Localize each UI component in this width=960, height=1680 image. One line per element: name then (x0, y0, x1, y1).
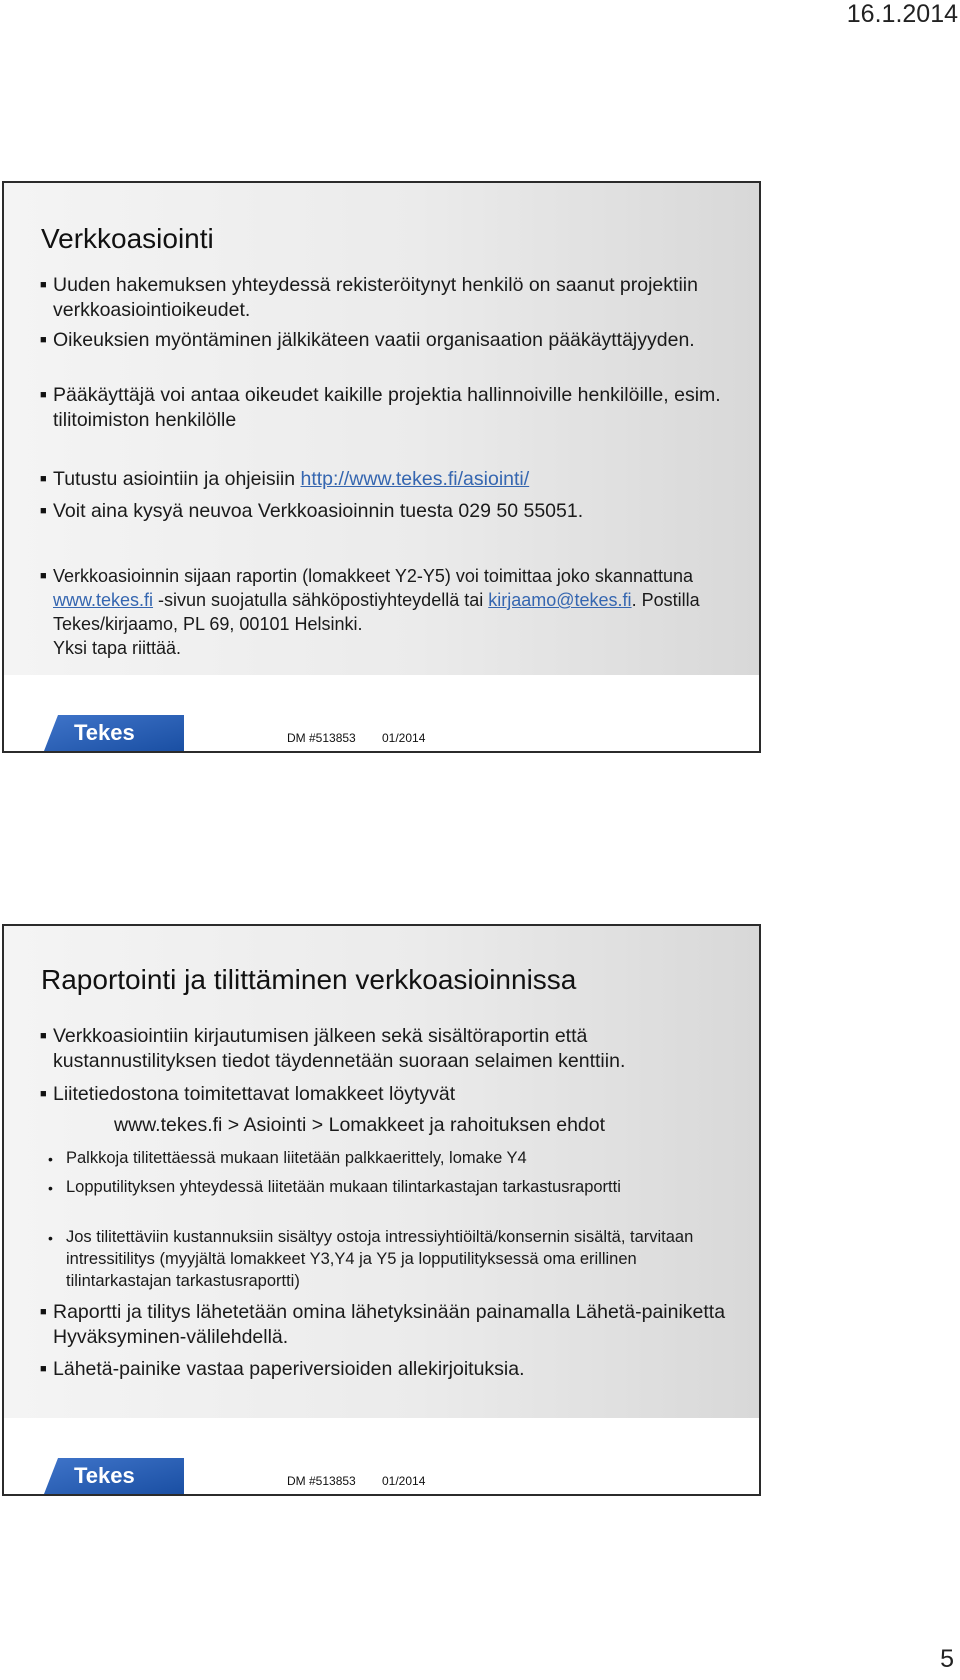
svg-text:Tekes: Tekes (74, 1463, 135, 1488)
bullet-text: Pääkäyttäjä voi antaa oikeudet kaikille projektia hallinnoiville henkilöille, esim. tilitoimiston henkilölle (53, 384, 721, 431)
bullet-text: Lähetä-painike vastaa paperiversioiden allekirjoituksia. (53, 1358, 525, 1380)
bullet-text: Oikeuksien myöntäminen jälkikäteen vaatii organisaation pääkäyttäjyyden. (53, 329, 695, 351)
bullet-text: Jos tilitettäviin kustannuksiin sisältyy ostoja intressiyhtiöiltä/konsernin sisältä, tarvitaan intressitilitys (myyjältä lomakkeet Y3,Y4 ja Y5 ja lopputilityksessä oma erillinen tilintarkastajan tarkastusraportti) (66, 1228, 694, 1290)
page-number: 5 (940, 1645, 954, 1673)
bullet-text: Liitetiedostona toimitettavat lomakkeet löytyvät (53, 1083, 456, 1105)
bullet-text: Lopputilityksen yhteydessä liitetään mukaan tilintarkastajan tarkastusraportti (66, 1178, 621, 1196)
document-code: DM #513853 (287, 731, 356, 745)
square-bullet-icon: ■ (40, 473, 47, 485)
square-bullet-icon: ■ (40, 389, 47, 401)
tekes-logo (44, 715, 184, 751)
list-item (40, 1300, 739, 1350)
dot-bullet-icon: • (48, 1230, 53, 1246)
slide-footer (4, 1418, 759, 1494)
tekes-logo (44, 1458, 184, 1494)
slide-title: Verkkoasiointi (41, 223, 214, 254)
list-item (48, 1176, 739, 1201)
square-bullet-icon: ■ (40, 570, 47, 582)
list-item (40, 1357, 739, 1382)
asiointi-link[interactable]: http://www.tekes.fi/asiointi/ (300, 468, 530, 490)
list-item (40, 383, 739, 433)
square-bullet-icon: ■ (40, 1306, 47, 1318)
list-item (40, 467, 739, 492)
list-item (40, 499, 739, 524)
document-date: 01/2014 (382, 1474, 426, 1488)
tekes-website-link[interactable]: www.tekes.fi (53, 590, 154, 610)
bullet-text: Tutustu asiointiin ja ohjeisiin http://www.tekes.fi/asiointi/ (53, 468, 530, 490)
document-date: 01/2014 (382, 731, 426, 745)
bullet-text: Verkkoasiointiin kirjautumisen jälkeen sekä sisältöraportin että kustannustilityksen tiedot täydennetään suoraan selaimen kenttiin. (53, 1025, 626, 1072)
slide-body (4, 183, 759, 679)
square-bullet-icon: ■ (40, 279, 47, 291)
bullet-text: Uuden hakemuksen yhteydessä rekisteröitynyt henkilö on saanut projektiin verkkoasiointioikeudet. (53, 274, 698, 321)
list-item (40, 1082, 739, 1107)
dot-bullet-icon: • (48, 1180, 53, 1196)
slide-footer (4, 675, 759, 751)
square-bullet-icon: ■ (40, 505, 47, 517)
slide-verkkoasiointi (2, 181, 761, 753)
list-item (40, 328, 739, 353)
slide-body (4, 926, 759, 1422)
bullet-text: Raportti ja tilitys lähetetään omina lähetyksinään painamalla Lähetä-painiketta Hyväksyminen-välilehdellä. (53, 1301, 726, 1348)
square-bullet-icon: ■ (40, 1088, 47, 1100)
list-item (48, 1226, 739, 1292)
list-item (40, 564, 739, 660)
slide-raportointi (2, 924, 761, 1496)
list-item (40, 273, 739, 323)
kirjaamo-email-link[interactable]: kirjaamo@tekes.fi (488, 590, 632, 610)
bullet-text: Palkkoja tilitettäessä mukaan liitetään palkkaerittely, lomake Y4 (66, 1149, 527, 1167)
list-item (40, 1024, 739, 1074)
square-bullet-icon: ■ (40, 1363, 47, 1375)
square-bullet-icon: ■ (40, 334, 47, 346)
slide-title: Raportointi ja tilittäminen verkkoasioinnissa (41, 964, 577, 995)
list-item (48, 1147, 739, 1172)
bullet-text: Voit aina kysyä neuvoa Verkkoasioinnin tuesta 029 50 55051. (53, 500, 584, 522)
bullet-text: Verkkoasioinnin sijaan raportin (lomakkeet Y2-Y5) voi toimittaa joko skannattuna www.tekes.fi -sivun suojatulla sähköpostiyhteydellä tai kirjaamo@tekes.fi. Postilla Tekes/kirjaamo, PL 69, 00101 Helsinki. Yksi tapa riittää. (53, 566, 700, 658)
svg-text:Tekes: Tekes (74, 720, 135, 745)
navigation-path: www.tekes.fi > Asiointi > Lomakkeet ja rahoituksen ehdot (114, 1114, 606, 1136)
page-date: 16.1.2014 (846, 0, 958, 28)
dot-bullet-icon: • (48, 1151, 53, 1167)
square-bullet-icon: ■ (40, 1030, 47, 1042)
document-code: DM #513853 (287, 1474, 356, 1488)
